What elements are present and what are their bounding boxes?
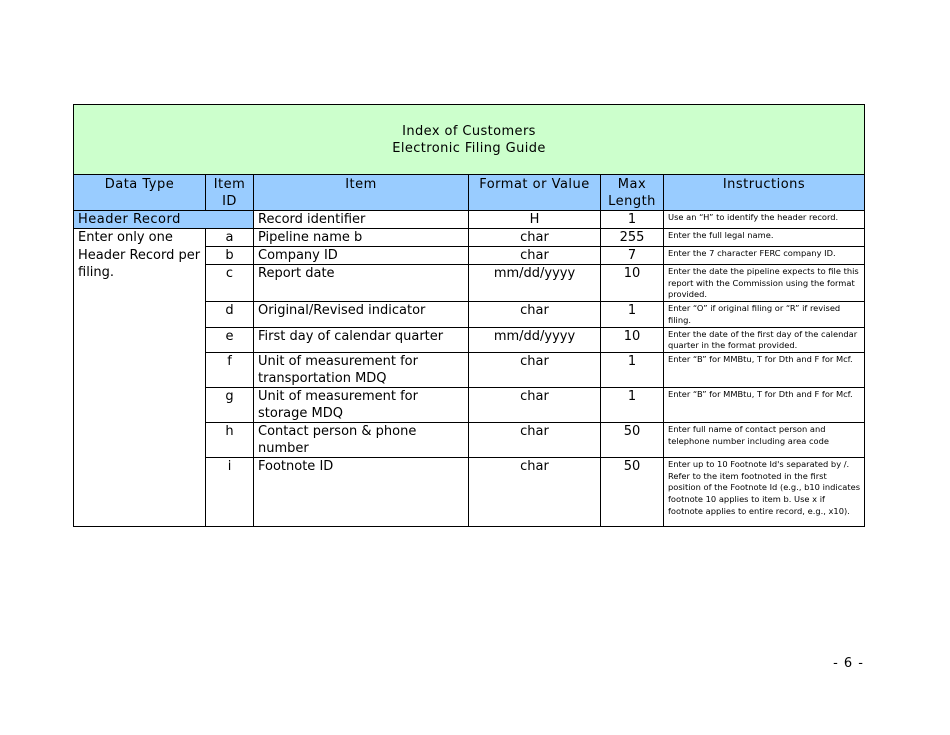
item-instructions: Enter the 7 character FERC company ID. [664,247,865,265]
item-instructions: Enter up to 10 Footnote Id's separated by /. Refer to the item footnoted in the first position of the Footnote Id (e.g., b10 indicates footnote 10 applies to item b. Use x if footnote applies to entire record, e.g., x10). [664,457,865,526]
item-format: char [469,247,601,265]
item-name: Report date [254,265,469,302]
item-max-length: 1 [601,387,664,422]
item-id: d [206,302,254,327]
item-max-length: 10 [601,265,664,302]
item-instructions: Enter the full legal name. [664,229,865,247]
item-name: Unit of measurement for storage MDQ [254,387,469,422]
item-format: char [469,387,601,422]
item-max-length: 1 [601,211,664,229]
item-id: e [206,327,254,352]
item-format: char [469,457,601,526]
title-line-2: Electronic Filing Guide [392,140,546,156]
item-name: Unit of measurement for transportation MDQ [254,352,469,387]
col-header-instructions: Instructions [664,175,865,211]
item-format: char [469,229,601,247]
filing-guide-table [73,104,865,527]
title-line-1: Index of Customers [402,123,536,139]
item-name: Original/Revised indicator [254,302,469,327]
section-note: Enter only one Header Record per filing. [74,229,206,527]
item-instructions: Enter “B” for MMBtu, T for Dth and F for Mcf. [664,387,865,422]
table-row [74,229,865,247]
item-name: Pipeline name b [254,229,469,247]
item-format: char [469,302,601,327]
item-format: char [469,422,601,457]
col-header-data-type: Data Type [74,175,206,211]
table-title [74,105,865,175]
item-name: Record identifier [254,211,469,229]
item-max-length: 10 [601,327,664,352]
col-header-item-id: Item ID [206,175,254,211]
column-header-row [74,175,865,211]
item-instructions: Enter the date the pipeline expects to file this report with the Commission using the format provided. [664,265,865,302]
item-format: mm/dd/yyyy [469,265,601,302]
item-instructions: Enter “O” if original filing or “R” if revised filing. [664,302,865,327]
item-max-length: 50 [601,457,664,526]
item-max-length: 1 [601,302,664,327]
item-instructions: Use an “H” to identify the header record. [664,211,865,229]
item-id [206,211,254,229]
item-max-length: 50 [601,422,664,457]
item-id: g [206,387,254,422]
item-id: c [206,265,254,302]
item-id: b [206,247,254,265]
item-name: First day of calendar quarter [254,327,469,352]
item-id: f [206,352,254,387]
item-format: H [469,211,601,229]
col-header-item: Item [254,175,469,211]
item-max-length: 7 [601,247,664,265]
item-max-length: 255 [601,229,664,247]
item-id: i [206,457,254,526]
item-id: a [206,229,254,247]
item-name: Contact person & phone number [254,422,469,457]
section-label: Header Record [74,211,206,229]
table-row [74,211,865,229]
item-instructions: Enter full name of contact person and telephone number including area code [664,422,865,457]
item-max-length: 1 [601,352,664,387]
col-header-max-length: Max Length [601,175,664,211]
item-instructions: Enter “B” for MMBtu, T for Dth and F for Mcf. [664,352,865,387]
item-instructions: Enter the date of the first day of the calendar quarter in the format provided. [664,327,865,352]
item-format: mm/dd/yyyy [469,327,601,352]
item-name: Footnote ID [254,457,469,526]
col-header-format: Format or Value [469,175,601,211]
item-format: char [469,352,601,387]
item-name: Company ID [254,247,469,265]
page-number: - 6 - [833,656,864,671]
item-id: h [206,422,254,457]
